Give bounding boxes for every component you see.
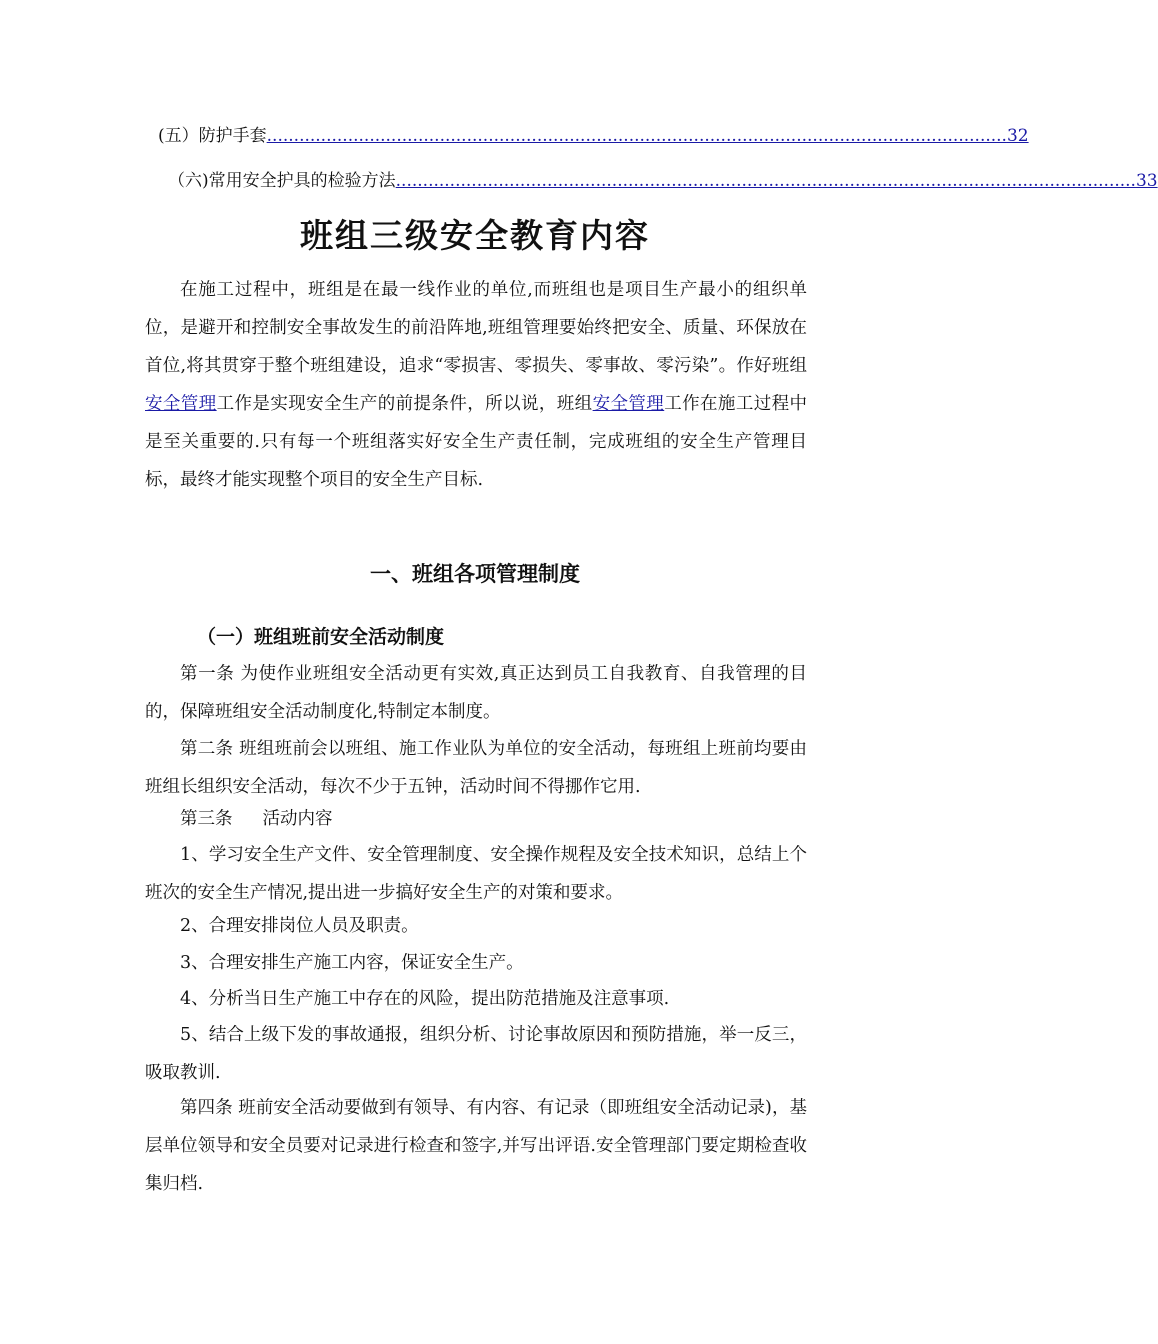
intro-text: 工作是实现安全生产的前提条件，所以说，班组 — [216, 394, 593, 414]
toc-entry-label: (五）防护手套 — [158, 126, 267, 146]
safety-management-link[interactable]: 安全管理 — [592, 394, 665, 414]
list-item: 4、分析当日生产施工中存在的风险，提出防范措施及注意事项. — [180, 989, 670, 1009]
intro-paragraph — [145, 271, 807, 499]
toc-entry-link[interactable] — [395, 167, 1158, 195]
article-3-label: 第三条 — [180, 809, 233, 829]
list-item: 1、学习安全生产文件、安全管理制度、安全操作规程及安全技术知识，总结上个班次的安全生产情况,提出进一步搞好安全生产的对策和要求。 — [145, 845, 807, 903]
list-item: 2、合理安排岗位人员及职责。 — [180, 916, 419, 936]
toc-page-number: 33 — [1135, 171, 1158, 191]
toc-entry[interactable] — [158, 122, 1029, 150]
toc-entry-label: （六)常用安全护具的检验方法 — [168, 171, 396, 191]
toc-leader-dots: ......................................................................................................................................... — [266, 126, 1007, 146]
document-title: 班组三级安全教育内容 — [300, 216, 650, 255]
safety-management-link[interactable]: 安全管理 — [145, 394, 217, 414]
article-3-text: 活动内容 — [262, 809, 333, 829]
toc-page-number: 32 — [1006, 126, 1029, 146]
article-3 — [145, 800, 807, 838]
article-2: 第二条 班组班前会以班组、施工作业队为单位的安全活动，每班组上班前均要由班组长组织安全活动，每次不少于五钟，活动时间不得挪作它用. — [145, 739, 807, 797]
article-1: 第一条 为使作业班组安全活动更有实效,真正达到员工自我教育、自我管理的目的，保障班组安全活动制度化,特制定本制度。 — [145, 664, 807, 722]
subsection-heading: （一）班组班前安全活动制度 — [197, 626, 445, 648]
section-heading: 一、班组各项管理制度 — [370, 562, 580, 586]
intro-text: 在施工过程中，班组是在最一线作业的单位,而班组也是项目生产最小的组织单位，是避开和控制安全事故发生的前沿阵地,班组管理要始终把安全、质量、环保放在首位,将其贯穿于整个班组建设，追求“零损害、零损失、零事故、零污染”。作好班组 — [145, 280, 807, 376]
list-item: 5、结合上级下发的事故通报，组织分析、讨论事故原因和预防措施，举一反三，吸取教训. — [145, 1025, 807, 1083]
toc-entry-link[interactable] — [266, 122, 1029, 150]
article-4: 第四条 班前安全活动要做到有领导、有内容、有记录（即班组安全活动记录)，基层单位领导和安全员要对记录进行检查和签字,并写出评语.安全管理部门要定期检查收集归档. — [145, 1098, 807, 1194]
toc-leader-dots: ......................................................................................................................................... — [395, 171, 1136, 191]
intro-text: 工作在施工过程中是至关重要的.只有每一个班组落实好安全生产责任制，完成班组的安全生产管理目标，最终才能实现整个项目的安全生产目标. — [145, 394, 808, 490]
toc-entry[interactable] — [168, 167, 1158, 195]
list-item: 3、合理安排生产施工内容，保证安全生产。 — [180, 953, 524, 973]
